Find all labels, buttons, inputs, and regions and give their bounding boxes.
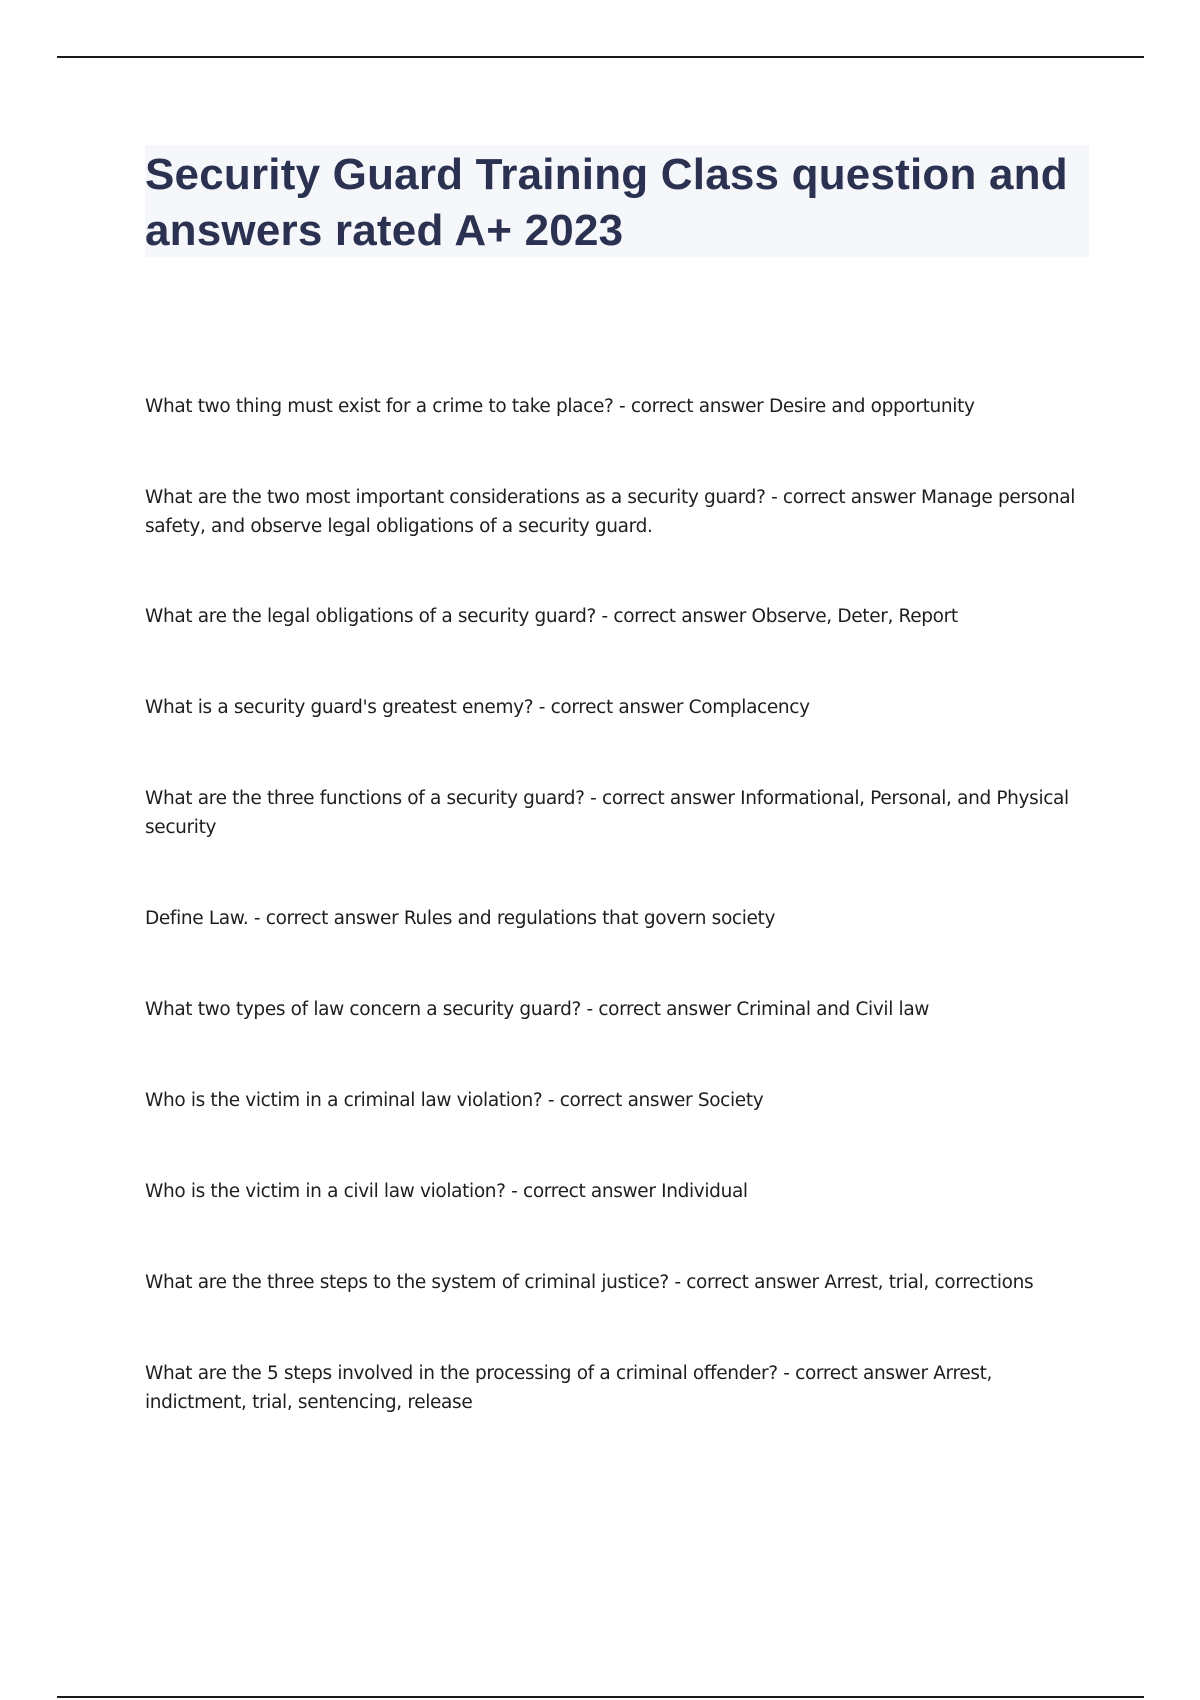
qa-item: What are the three functions of a security guard? - correct answer Informational, Personal, and Physical security <box>145 788 1069 838</box>
qa-item: What are the legal obligations of a security guard? - correct answer Observe, Deter, Report <box>145 606 958 627</box>
qa-item: What two types of law concern a security guard? - correct answer Criminal and Civil law <box>145 999 930 1020</box>
bottom-rule <box>57 1696 1144 1698</box>
qa-item: What are the two most important considerations as a security guard? - correct answer Manage personal safety, and observe legal obligations of a security guard. <box>145 487 1076 537</box>
top-rule <box>57 56 1144 58</box>
qa-item: What is a security guard's greatest enemy? - correct answer Complacency <box>145 697 810 718</box>
qa-item: Who is the victim in a civil law violation? - correct answer Individual <box>145 1181 748 1202</box>
qa-item: What are the 5 steps involved in the processing of a criminal offender? - correct answer Arrest, indictment, trial, sentencing, release <box>145 1363 993 1413</box>
qa-item: What are the three steps to the system of criminal justice? - correct answer Arrest, trial, corrections <box>145 1272 1034 1293</box>
qa-item: Define Law. - correct answer Rules and regulations that govern society <box>145 908 776 929</box>
qa-item: Who is the victim in a criminal law violation? - correct answer Society <box>145 1090 764 1111</box>
document-title: Security Guard Training Class question and answers rated A+ 2023 <box>145 150 1068 255</box>
qa-item: What two thing must exist for a crime to take place? - correct answer Desire and opportunity <box>145 396 975 417</box>
